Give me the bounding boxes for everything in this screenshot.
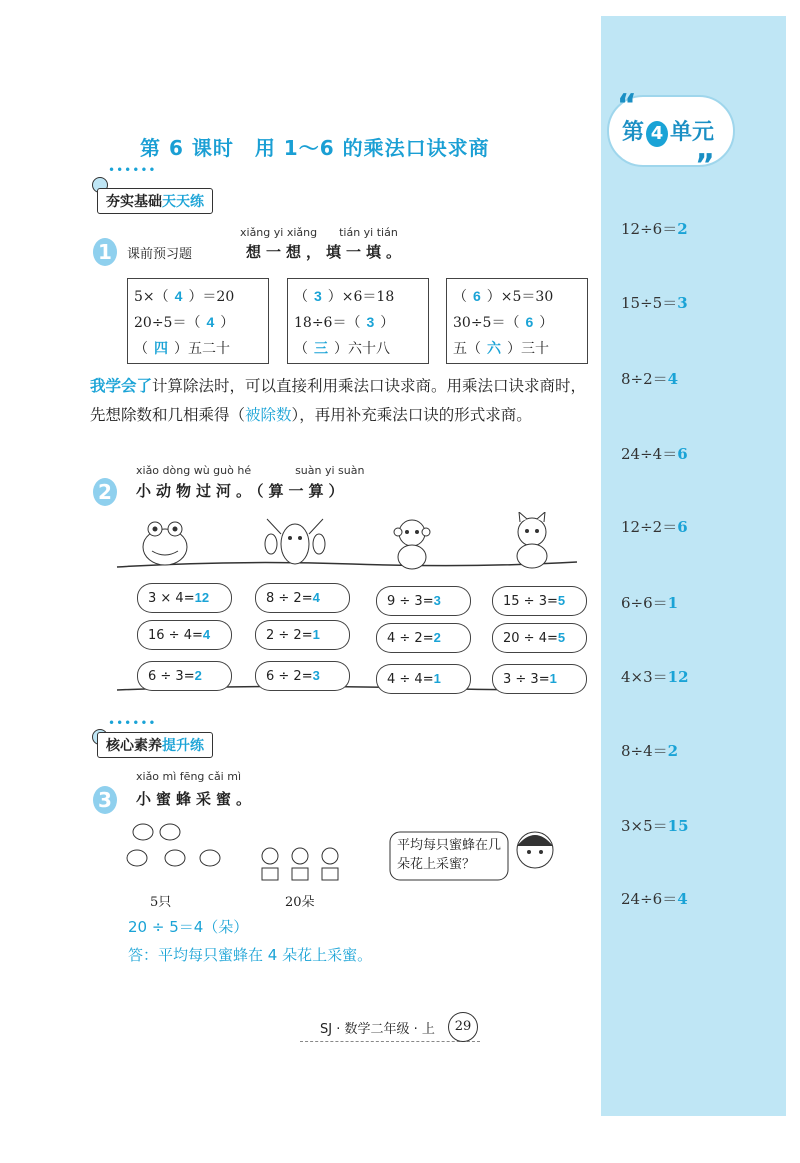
q2-answer: 5: [557, 630, 566, 645]
q1-box-line: [134, 335, 262, 361]
q1-box-answer: 三: [314, 340, 328, 356]
q2-expression: 16 ÷ 4=: [148, 628, 203, 643]
bee-icon: [127, 824, 220, 866]
q1-box-answer: 3: [366, 314, 375, 330]
q2-expression: 9 ÷ 3=: [387, 594, 434, 609]
section-tag-plain: 核心素养: [106, 738, 162, 754]
q2-expression-pill: [255, 661, 350, 691]
q1-box-line: [294, 283, 422, 309]
bees-label: 5只: [150, 895, 172, 910]
sidebar-item-answer: 4: [667, 370, 679, 388]
q1-box-text: ）三十: [507, 341, 549, 357]
q3-answer: 答：平均每只蜜蜂在 4 朵花上采蜜。: [128, 946, 373, 964]
sidebar-item: [621, 516, 688, 537]
sidebar-item: [621, 666, 689, 687]
q1-box-text: ）六十八: [334, 341, 390, 357]
q3-equation: 20 ÷ 5＝4（朵）: [128, 918, 249, 936]
q2-answer: 2: [433, 630, 441, 645]
flowers-label: 20朵: [285, 895, 315, 910]
sidebar-item-answer: 6: [677, 518, 688, 536]
q1-box: [446, 278, 588, 364]
sidebar-item-expr: 15÷5＝: [621, 294, 678, 312]
q2-expression-pill: [492, 586, 587, 616]
learned-lead: 我学会了: [90, 377, 153, 395]
q2-expression-pill: [137, 583, 232, 613]
question-number-2: 2: [93, 478, 117, 506]
cat-icon: [517, 512, 547, 568]
section-dots: ••••••: [108, 716, 157, 730]
q1-box: [287, 278, 429, 364]
footer-text: SJ · 数学二年级 · 上: [320, 1022, 435, 1037]
q2-expression: 15 ÷ 3=: [503, 594, 558, 609]
q1-box-line: [453, 309, 581, 335]
q1-box-text: ）×5＝30: [486, 289, 554, 305]
q1-box-text: ）＝20: [188, 289, 235, 305]
sidebar-item: [621, 592, 678, 613]
quote-close-icon: ”: [695, 148, 715, 183]
q2-expression: 6 ÷ 3=: [148, 669, 195, 684]
q2-answer: 4: [312, 590, 320, 605]
q3-text: 小蜜蜂采蜜。: [136, 790, 257, 808]
unit-prefix: 第: [622, 120, 645, 145]
q1-box-line: [134, 309, 262, 335]
sidebar-item-expr: 6÷6＝: [621, 594, 668, 612]
sidebar-item-answer: 4: [677, 890, 688, 908]
sidebar-item-expr: 8÷2＝: [621, 370, 668, 388]
q2-expression: 8 ÷ 2=: [266, 591, 313, 606]
sidebar-item: [621, 368, 678, 389]
learned-text-2: ），再用补充乘法口诀的形式求商。: [291, 406, 532, 424]
sidebar-item: [621, 218, 688, 239]
q2-answer: 1: [549, 671, 557, 686]
q1-subtitle: 课前预习题: [127, 247, 193, 262]
q2-answer: 1: [312, 627, 320, 642]
section-tag-plain: 夯实基础: [106, 194, 162, 210]
q2-answer: 1: [433, 671, 441, 686]
footer-divider: [300, 1041, 480, 1042]
sidebar-item: [621, 888, 688, 909]
q2-expression: 3 × 4=: [148, 591, 195, 606]
q3-pinyin: xiǎo mì fēng cǎi mì: [136, 770, 242, 783]
q1-box: [127, 278, 269, 364]
q2-expression-pill: [492, 623, 587, 653]
q2-answer: 4: [202, 627, 211, 642]
q1-box-text: ）: [380, 315, 395, 331]
q2-expression: 4 ÷ 2=: [387, 631, 434, 646]
q1-box-answer: 3: [314, 288, 322, 304]
bees-flowers-illustration: [125, 818, 575, 893]
sidebar-item-expr: 8÷4＝: [621, 742, 668, 760]
monkey-icon: [394, 520, 430, 569]
sidebar-item: [621, 815, 689, 836]
q2-answer: 3: [433, 593, 441, 608]
q1-box-answer: 四: [154, 340, 168, 356]
learned-answer: 被除数: [245, 406, 292, 424]
q1-text: 想一想，填一填。: [246, 243, 407, 261]
learned-paragraph: [90, 372, 595, 430]
q1-box-text: （: [453, 289, 467, 305]
q1-box-text: 18÷6＝（: [294, 315, 361, 331]
q1-box-line: [294, 309, 422, 335]
unit-badge: [622, 115, 714, 147]
q1-pinyin: xiǎng yi xiǎng tián yi tián: [240, 226, 398, 239]
boy-icon: [517, 832, 553, 868]
q1-box-line: [294, 335, 422, 361]
sidebar-item-expr: 4×3＝: [621, 668, 668, 686]
q1-box-text: ）×6＝18: [327, 289, 395, 305]
sidebar-item-answer: 2: [677, 220, 688, 238]
sidebar-item-expr: 3×5＝: [621, 817, 668, 835]
section-tag-highlight: 提升练: [162, 738, 204, 754]
q2-expression-pill: [137, 661, 232, 691]
section-dots: ••••••: [108, 163, 157, 177]
lobster-icon: [265, 519, 325, 564]
q2-expression: 6 ÷ 2=: [266, 669, 313, 684]
q1-box-answer: 6: [525, 314, 534, 330]
sidebar-item-answer: 6: [677, 445, 688, 463]
sidebar-item: [621, 292, 688, 313]
sidebar-item: [621, 740, 678, 761]
unit-number: 4: [646, 121, 668, 147]
q1-box-text: ）五二十: [174, 341, 230, 357]
q1-box-answer: 4: [206, 314, 215, 330]
q2-answer: 12: [194, 590, 210, 605]
sidebar-item-expr: 24÷4＝: [621, 445, 678, 463]
section-tag-highlight: 天天练: [162, 194, 204, 210]
q2-expression-pill: [376, 586, 471, 616]
q2-expression-pill: [376, 664, 471, 694]
q2-expression-pill: [492, 664, 587, 694]
q2-expression-pill: [255, 583, 350, 613]
q2-answer: 5: [557, 593, 566, 608]
q1-box-text: 五（: [453, 341, 481, 357]
q1-box-text: （: [294, 289, 308, 305]
quote-open-icon: “: [617, 88, 637, 123]
q2-expression: 4 ÷ 4=: [387, 672, 434, 687]
q2-expression: 20 ÷ 4=: [503, 631, 558, 646]
river-bank-top: [117, 562, 577, 567]
q1-box-text: 5×（: [134, 289, 169, 305]
sidebar-item-answer: 3: [677, 294, 688, 312]
flower-icon: [262, 848, 338, 880]
q1-box-text: ）: [539, 315, 554, 331]
q2-answer: 2: [194, 668, 202, 683]
sidebar-item-answer: 2: [667, 742, 679, 760]
sidebar-item-expr: 12÷6＝: [621, 220, 678, 238]
q1-box-text: ）: [220, 315, 235, 331]
frog-icon: [143, 522, 187, 565]
q2-expression-pill: [376, 623, 471, 653]
sidebar-item-answer: 15: [667, 817, 689, 835]
q1-box-text: （: [134, 341, 148, 357]
q2-text: 小动物过河。（算一算）: [136, 482, 349, 500]
q1-box-line: [453, 335, 581, 361]
q2-answer: 3: [312, 668, 320, 683]
sidebar-item-answer: 12: [667, 668, 689, 686]
page-number: 29: [448, 1012, 478, 1042]
sidebar-item: [621, 443, 688, 464]
speech-text: 平均每只蜜蜂在几朵花上采蜜？: [397, 838, 502, 872]
question-number-1: 1: [93, 238, 117, 266]
q1-box-answer: 6: [473, 288, 481, 304]
q1-box-text: （: [294, 341, 308, 357]
learned-text-1: 计算除法时，可以直接利用乘法口诀求商。用乘法口诀求商时，先想除数和几相乘得（: [90, 377, 587, 424]
unit-suffix: 单元: [670, 120, 715, 145]
sidebar-item-expr: 24÷6＝: [621, 890, 678, 908]
q1-box-text: 30÷5＝（: [453, 315, 520, 331]
q1-box-answer: 六: [487, 340, 501, 356]
q2-expression: 3 ÷ 3=: [503, 672, 550, 687]
page-title: 第 6 课时 用 1～6 的乘法口诀求商: [140, 136, 490, 160]
section-tag-basic: [97, 188, 213, 214]
q2-expression: 2 ÷ 2=: [266, 628, 313, 643]
q2-expression-pill: [137, 620, 232, 650]
sidebar-panel: [601, 16, 786, 1116]
q2-expression-pill: [255, 620, 350, 650]
sidebar-item-expr: 12÷2＝: [621, 518, 678, 536]
q1-box-answer: 4: [174, 288, 183, 304]
q1-box-line: [453, 283, 581, 309]
q2-pinyin: xiǎo dòng wù guò hé suàn yi suàn: [136, 464, 365, 477]
question-number-3: 3: [93, 786, 117, 814]
section-tag-core: [97, 732, 213, 758]
sidebar-item-answer: 1: [667, 594, 679, 612]
q1-box-text: 20÷5＝（: [134, 315, 201, 331]
q1-box-line: [134, 283, 262, 309]
